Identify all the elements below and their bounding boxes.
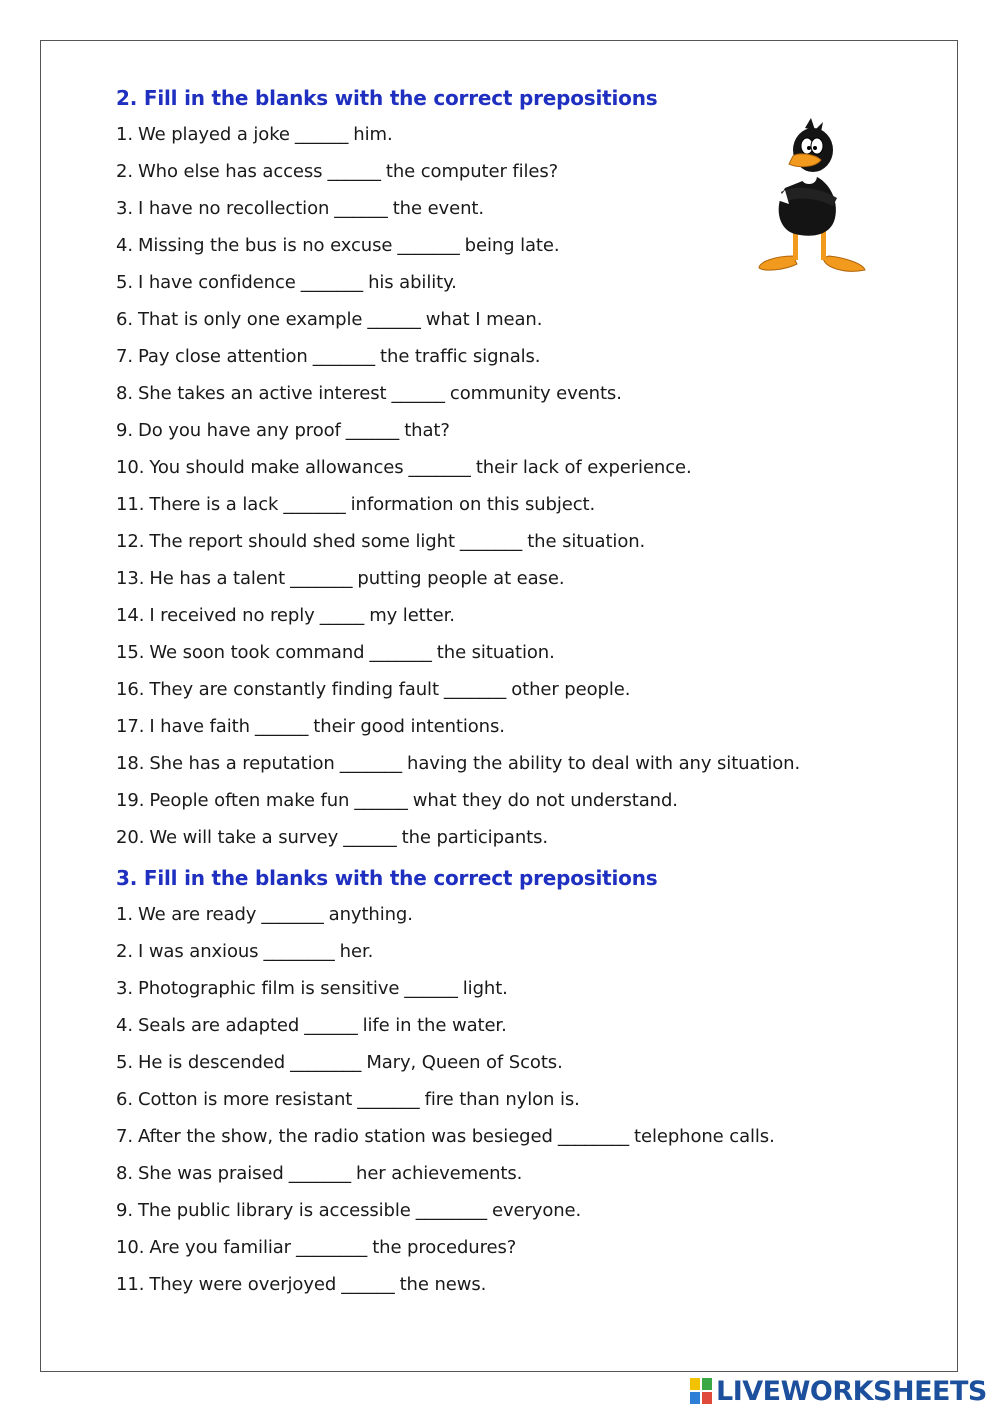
question-number: 11. [116,1274,145,1295]
question-text-before: People often make fun [149,790,350,811]
question-text-before: Missing the bus is no excuse [137,235,393,256]
answer-blank[interactable]: _______ [459,531,523,552]
question-item [116,782,896,819]
question-item [116,523,896,560]
question-number: 5. [116,1052,133,1073]
question-text-before: He is descended [137,1052,286,1073]
question-item [116,896,896,933]
answer-blank[interactable]: _______ [283,494,346,515]
question-item [116,819,896,856]
cartoon-duck-icon [755,118,870,280]
section-3-questions [116,896,896,1303]
question-item [116,708,896,745]
question-text-before: You should make allowances [149,457,404,478]
question-text-before: I was anxious [137,941,259,962]
liveworksheets-badge-icon [690,1378,712,1404]
question-text-after: the news. [399,1274,487,1295]
question-number: 8. [116,1163,133,1184]
question-text-before: Photographic film is sensitive [137,978,400,999]
answer-blank[interactable]: _______ [261,904,324,925]
question-text-after: Mary, Queen of Scots. [366,1052,563,1073]
question-item [116,1266,896,1303]
question-text-before: Are you familiar [149,1237,291,1258]
question-text-after: him. [353,124,393,145]
answer-blank[interactable]: _______ [443,679,507,700]
answer-blank[interactable]: ______ [404,978,458,999]
question-text-after: light. [462,978,508,999]
question-number: 11. [116,494,145,515]
question-number: 9. [116,1200,133,1221]
question-text-after: his ability. [368,272,457,293]
question-item [116,1229,896,1266]
question-text-after: telephone calls. [634,1126,775,1147]
answer-blank[interactable]: ________ [290,1052,362,1073]
question-number: 4. [116,1015,133,1036]
question-text-before: There is a lack [149,494,279,515]
question-text-after: having the ability to deal with any situation. [407,753,801,774]
answer-blank[interactable]: ________ [295,1237,368,1258]
question-text-after: everyone. [491,1200,582,1221]
question-text-after: their lack of experience. [475,457,692,478]
question-text-before: Cotton is more resistant [137,1089,353,1110]
liveworksheets-logo [690,1374,987,1408]
question-text-after: anything. [328,904,413,925]
question-item [116,970,896,1007]
answer-blank[interactable]: ______ [391,383,445,404]
answer-blank[interactable]: ______ [334,198,388,219]
question-item [116,1155,896,1192]
question-text-before: Pay close attention [137,346,308,367]
question-number: 7. [116,1126,133,1147]
answer-blank[interactable]: _______ [300,272,364,293]
answer-blank[interactable]: ______ [254,716,309,737]
question-text-after: fire than nylon is. [424,1089,580,1110]
answer-blank[interactable]: ______ [345,420,400,441]
answer-blank[interactable]: _______ [312,346,376,367]
question-text-after: community events. [449,383,622,404]
question-number: 6. [116,309,133,330]
question-text-after: my letter. [369,605,455,626]
question-text-before: Do you have any proof [137,420,341,441]
question-text-after: other people. [511,679,631,700]
question-text-before: The report should shed some light [149,531,455,552]
section-3 [116,860,896,1303]
question-number: 5. [116,272,133,293]
question-item [116,597,896,634]
answer-blank[interactable]: ______ [354,790,408,811]
question-text-before: The public library is accessible [137,1200,411,1221]
question-item [116,449,896,486]
answer-blank[interactable]: ________ [415,1200,487,1221]
question-item [116,412,896,449]
answer-blank[interactable]: _______ [397,235,460,256]
question-text-after: her achievements. [356,1163,523,1184]
question-text-after: the situation. [436,642,555,663]
question-number: 12. [116,531,145,552]
question-text-after: the situation. [527,531,646,552]
question-text-after: being late. [464,235,560,256]
section-3-title: 3. Fill in the blanks with the correct prepositions [116,866,658,890]
question-number: 19. [116,790,145,811]
question-number: 17. [116,716,145,737]
question-item [116,486,896,523]
answer-blank[interactable]: ______ [327,161,381,182]
question-item [116,634,896,671]
question-text-before: They are constantly finding fault [149,679,439,700]
question-number: 2. [116,161,133,182]
question-text-before: He has a talent [149,568,286,589]
question-number: 8. [116,383,133,404]
question-text-after: that? [404,420,450,441]
question-text-before: I have faith [149,716,250,737]
answer-blank[interactable]: ______ [341,1274,395,1295]
question-text-after: her. [339,941,374,962]
question-text-after: the computer files? [385,161,559,182]
question-text-before: We played a joke [137,124,290,145]
question-text-before: Who else has access [137,161,323,182]
question-text-after: putting people at ease. [357,568,565,589]
question-item [116,1044,896,1081]
question-number: 18. [116,753,145,774]
question-text-before: She was praised [137,1163,284,1184]
question-item [116,1081,896,1118]
question-text-before: We will take a survey [149,827,339,848]
question-text-after: the traffic signals. [380,346,541,367]
question-text-after: the event. [392,198,484,219]
question-text-before: We soon took command [149,642,365,663]
question-text-before: That is only one example [137,309,363,330]
question-text-after: what they do not understand. [412,790,678,811]
question-number: 2. [116,941,133,962]
answer-blank[interactable]: _______ [369,642,432,663]
question-number: 14. [116,605,145,626]
question-text-after: the procedures? [372,1237,517,1258]
question-item [116,1007,896,1044]
question-text-before: They were overjoyed [149,1274,337,1295]
answer-blank[interactable]: ______ [343,827,397,848]
answer-blank[interactable]: ______ [367,309,421,330]
question-item [116,375,896,412]
question-text-before: Seals are adapted [137,1015,300,1036]
answer-blank[interactable]: _______ [288,1163,352,1184]
logo-text: LIVEWORKSHEETS [716,1375,987,1407]
question-item [116,671,896,708]
question-number: 20. [116,827,145,848]
question-text-after: their good intentions. [313,716,505,737]
question-item [116,933,896,970]
question-number: 3. [116,198,133,219]
answer-blank[interactable]: ________ [557,1126,630,1147]
question-number: 1. [116,904,133,925]
answer-blank[interactable]: _______ [408,457,471,478]
question-number: 15. [116,642,145,663]
question-text-before: I have no recollection [137,198,330,219]
question-number: 10. [116,1237,145,1258]
question-item [116,301,896,338]
question-number: 13. [116,568,145,589]
question-number: 9. [116,420,133,441]
question-text-before: We are ready [137,904,257,925]
question-number: 16. [116,679,145,700]
question-text-before: She has a reputation [149,753,335,774]
question-number: 6. [116,1089,133,1110]
question-item [116,1192,896,1229]
question-text-before: She takes an active interest [137,383,387,404]
question-item [116,338,896,375]
answer-blank[interactable]: _______ [357,1089,420,1110]
question-number: 4. [116,235,133,256]
question-text-before: After the show, the radio station was besieged [137,1126,553,1147]
question-number: 1. [116,124,133,145]
question-text-after: what I mean. [425,309,543,330]
question-number: 10. [116,457,145,478]
answer-blank[interactable]: ______ [304,1015,358,1036]
section-2-title: 2. Fill in the blanks with the correct prepositions [116,86,658,110]
question-item [116,1118,896,1155]
question-number: 7. [116,346,133,367]
question-number: 3. [116,978,133,999]
question-text-after: life in the water. [362,1015,507,1036]
question-text-before: I have confidence [137,272,296,293]
question-text-before: I received no reply [149,605,315,626]
answer-blank[interactable]: _____ [319,605,365,626]
answer-blank[interactable]: ________ [263,941,335,962]
answer-blank[interactable]: _______ [290,568,353,589]
question-text-after: information on this subject. [350,494,596,515]
question-text-after: the participants. [401,827,549,848]
answer-blank[interactable]: ______ [294,124,349,145]
answer-blank[interactable]: _______ [339,753,403,774]
question-item [116,745,896,782]
question-item [116,560,896,597]
